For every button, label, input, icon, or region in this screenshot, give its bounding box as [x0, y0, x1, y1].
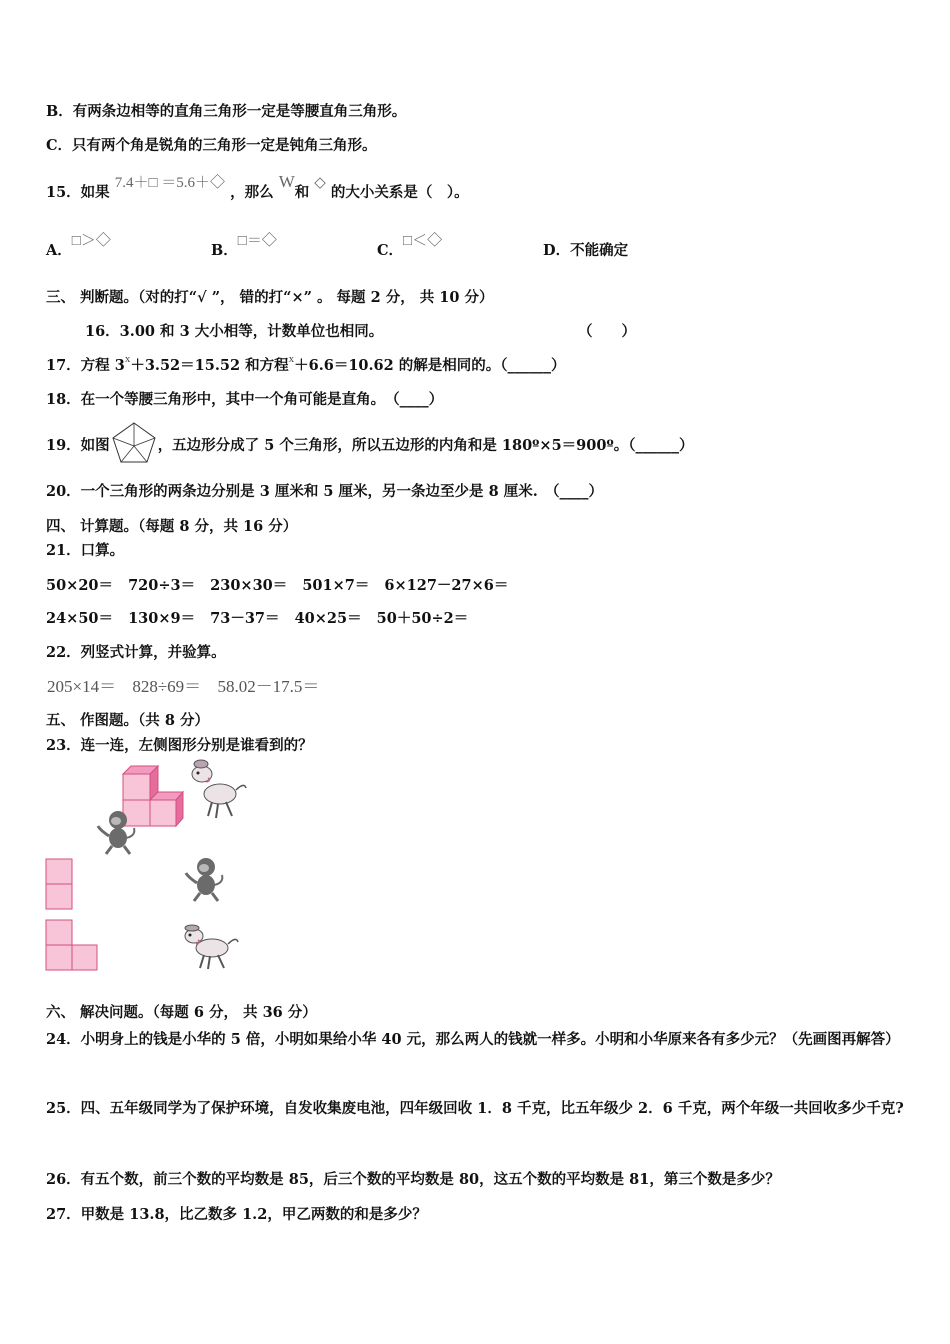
monkey-icon	[180, 855, 228, 905]
dog-icon	[188, 752, 248, 824]
q15-w: W	[278, 172, 295, 191]
q24: 24．小明身上的钱是小华的 5 倍，小明如果给小华 40 元，那么两人的钱就一样多。小明和小华原来各有多少元？（先画图再解答）	[46, 1031, 900, 1048]
q15-option-c-expr: □＜◇	[403, 233, 443, 249]
q15-option-a	[46, 233, 111, 261]
q16: 16．3.00 和 3 大小相等，计数单位也相同。	[85, 323, 384, 340]
q15-prefix: 15．如果	[46, 184, 110, 201]
q15-option-d-label: D．	[543, 242, 571, 259]
equation: 50×20＝	[46, 577, 114, 594]
q15-diamond: ◇	[314, 175, 326, 191]
section4-title: 四、 计算题。（每题 8 分，共 16 分）	[46, 518, 298, 535]
q15-option-a-expr: □＞◇	[71, 233, 111, 249]
q23: 23．连一连，左侧图形分别是谁看到的？	[46, 737, 313, 754]
equation: 720÷3＝	[128, 577, 196, 594]
q15-mid2: 和	[294, 184, 310, 201]
q22: 22．列竖式计算，并验算。	[46, 644, 226, 661]
q15-suffix: 的大小关系是（ ）。	[330, 184, 469, 201]
q15-option-b-expr: □＝◇	[237, 233, 277, 249]
equation: 501×7＝	[302, 577, 370, 594]
q17-part-a: 17．方程 3	[46, 357, 125, 374]
q15-option-d	[543, 241, 628, 261]
q26: 26．有五个数，前三个数的平均数是 85，后三个数的平均数是 80，这五个数的平均数是 81，第三个数是多少？	[46, 1171, 780, 1188]
q27: 27．甲数是 13.8，比乙数多 1.2，甲乙两数的和是多少？	[46, 1206, 427, 1223]
vertical-calc-row	[47, 677, 319, 697]
mental-math-row-2	[46, 609, 478, 629]
dog-icon	[180, 922, 240, 972]
equation: 230×30＝	[210, 577, 288, 594]
q17-part-c: ＋6.6＝10.62 的解是相同的。（______）	[294, 357, 566, 374]
section6-title: 六、 解决问题。（每题 6 分， 共 36 分）	[46, 1004, 317, 1021]
q20: 20．一个三角形的两条边分别是 3 厘米和 5 厘米，另一条边至少是 8 厘米. （____）	[46, 483, 604, 500]
q17-x2: x	[288, 353, 295, 365]
q15-mid1: ，那么	[230, 184, 274, 201]
q15-option-b	[211, 233, 277, 261]
q19-part-b: ，五边形分成了 5 个三角形，所以五边形的内角和是 180º×5＝900º。（______）	[157, 437, 694, 454]
q21: 21．口算。	[46, 542, 125, 559]
calc-expression: 205×14＝	[47, 677, 117, 696]
q15-option-c-label: C．	[377, 242, 404, 259]
q17-x1: x	[124, 353, 131, 365]
equation: 130×9＝	[128, 610, 196, 627]
monkey-icon	[92, 808, 140, 858]
equation: 73－37＝	[210, 610, 280, 627]
q18: 18．在一个等腰三角形中，其中一个角可能是直角。 （____）	[46, 391, 444, 408]
front-view-figure	[45, 919, 101, 973]
q14-option-c: C．只有两个角是锐角的三角形一定是钝角三角形。	[46, 137, 377, 154]
section3-title: 三、 判断题。（对的打“√ ”， 错的打“×” 。 每题 2 分， 共 10 分）	[46, 289, 494, 306]
q15-option-d-expr: 不能确定	[570, 242, 629, 259]
q17	[46, 353, 566, 377]
q19-part-a: 19．如图	[46, 437, 110, 454]
calc-expression: 828÷69＝	[132, 677, 202, 696]
pentagon-figure	[110, 420, 158, 466]
q15-formula: 7.4＋□ ＝5.6＋◇	[114, 175, 226, 191]
equation: 40×25＝	[294, 610, 362, 627]
q16-blank: （ ）	[578, 323, 636, 340]
calc-expression: 58.02－17.5＝	[217, 677, 320, 696]
q14-option-b: B．有两条边相等的直角三角形一定是等腰直角三角形。	[46, 103, 407, 120]
equation: 6×127－27×6＝	[384, 577, 509, 594]
q15-option-a-label: A．	[46, 242, 72, 259]
q25: 25．四、五年级同学为了保护环境，自发收集废电池，四年级回收 1．8 千克，比五年级少 2．6 千克，两个年级一共回收多少千克?	[46, 1100, 904, 1117]
equation: 50＋50÷2＝	[376, 610, 469, 627]
q15-question	[46, 172, 469, 203]
section5-title: 五、 作图题。（共 8 分）	[46, 712, 209, 729]
q15-option-c	[377, 233, 443, 261]
equation: 24×50＝	[46, 610, 114, 627]
side-view-figure	[45, 858, 75, 912]
q17-part-b: ＋3.52＝15.52 和方程	[130, 357, 289, 374]
mental-math-row-1	[46, 576, 518, 596]
q15-option-b-label: B．	[211, 242, 238, 259]
